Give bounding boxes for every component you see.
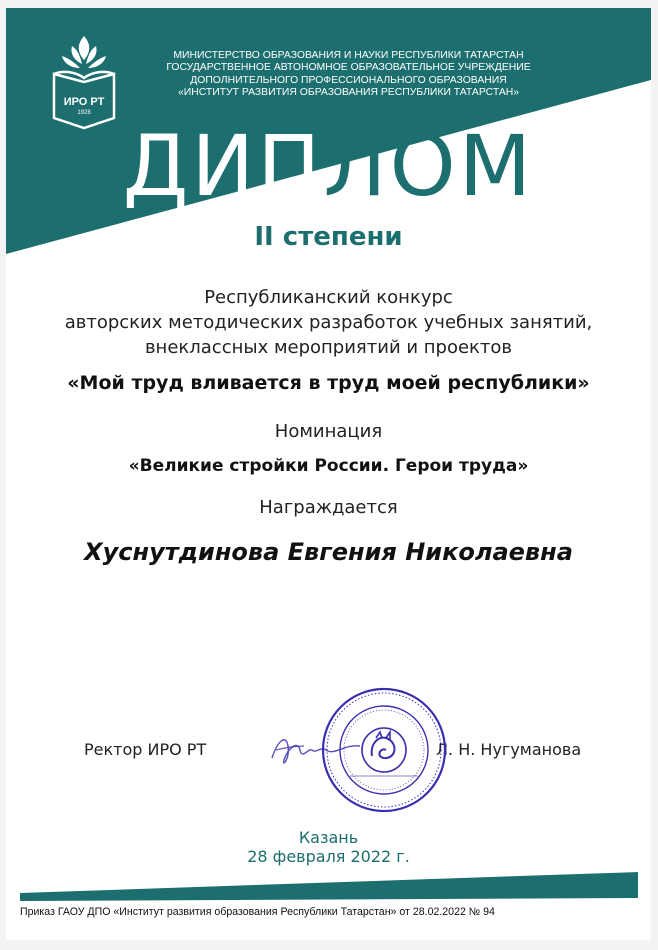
contest-line: авторских методических разработок учебных занятий,	[64, 312, 593, 333]
org-line: МИНИСТЕРСТВО ОБРАЗОВАНИЯ И НАУКИ РЕСПУБЛИКИ ТАТАРСТАН	[173, 50, 524, 61]
official-seal	[320, 686, 448, 814]
footer-band	[20, 872, 638, 901]
city: Казань	[298, 828, 359, 847]
nomination-label: Номинация	[274, 421, 383, 442]
contest-name: «Мой труд вливается в труд моей республики»	[67, 372, 590, 394]
title-part-1: ДИП	[122, 117, 324, 215]
signatory-name: Л. Н. Нугуманова	[436, 740, 582, 759]
degree: II степени	[254, 222, 403, 252]
org-line: ГОСУДАРСТВЕННОЕ АВТОНОМНОЕ ОБРАЗОВАТЕЛЬНОЕ УЧРЕЖДЕНИЕ	[166, 62, 531, 74]
org-line: ДОПОЛНИТЕЛЬНОГО ПРОФЕССИОНАЛЬНОГО ОБРАЗОВАНИЯ	[190, 74, 507, 86]
order-reference: Приказ ГАОУ ДПО «Институт развития образования Республики Татарстан» от 28.02.2022 № 94	[20, 906, 495, 918]
organization-header	[126, 50, 571, 100]
awarded-label: Награждается	[259, 497, 398, 518]
logo-year: 1928	[77, 110, 91, 116]
nomination-value: «Великие стройки России. Герои труда»	[128, 456, 529, 476]
signatory-position: Ректор ИРО РТ	[84, 740, 207, 759]
diploma-sheet	[6, 8, 651, 940]
date: 28 февраля 2022 г.	[247, 847, 410, 866]
org-line: «ИНСТИТУТ РАЗВИТИЯ ОБРАЗОВАНИЯ РЕСПУБЛИКИ ТАТАРСТАН»	[177, 87, 520, 99]
contest-line: внеклассных мероприятий и проектов	[144, 337, 513, 358]
title-part-2: Л	[323, 117, 390, 215]
logo-label: ИРО РТ	[63, 96, 105, 108]
diploma-title	[6, 116, 651, 216]
contest-line: Республиканский конкурс	[204, 287, 453, 308]
title-part-3: ОМ	[389, 117, 535, 215]
awardee-name: Хуснутдинова Евгения Николаевна	[84, 538, 573, 566]
